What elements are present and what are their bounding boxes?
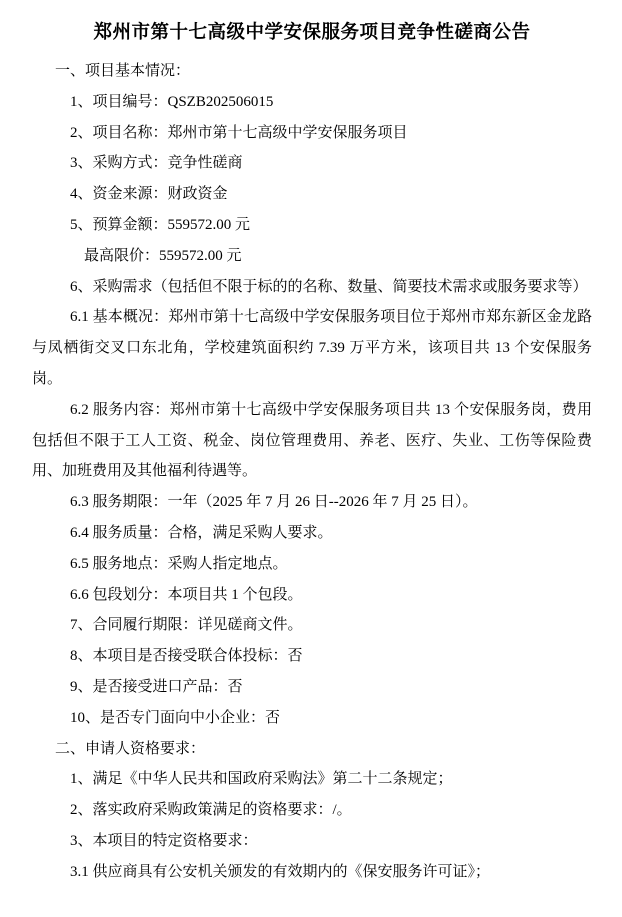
item-qualification-law-article22: 1、满足《中华人民共和国政府采购法》第二十二条规定； [70, 771, 453, 788]
item-qualification-security-license: 3.1 供应商具有公安机关颁发的有效期内的《保安服务许可证》； [70, 863, 491, 880]
page-title: 郑州市第十七高级中学安保服务项目竞争性磋商公告 [93, 23, 531, 43]
item-service-location: 6.5 服务地点：采购人指定地点。 [70, 555, 288, 572]
para-service-content: 6.2 服务内容：郑州市第十七高级中学安保服务项目共 13 个安保服务岗，费用包括但不限于工人工资、税金、岗位管理费用、养老、医疗、失业、工伤等保险费用、加班费用及其他福利待遇等。 [32, 401, 592, 480]
item-max-price: 最高限价：559572.00 元 [84, 247, 242, 264]
item-budget-amount: 5、预算金额：559572.00 元 [70, 216, 251, 233]
item-package-division: 6.6 包段划分：本项目共 1 个包段。 [70, 586, 303, 603]
item-import-products-accepted: 9、是否接受进口产品：否 [70, 678, 243, 695]
item-sme-targeted: 10、是否专门面向中小企业：否 [70, 709, 281, 726]
section-heading-basic-info: 一、项目基本情况： [55, 63, 191, 79]
item-service-period: 6.3 服务期限：一年（2025 年 7 月 26 日--2026 年 7 月 25 日）。 [70, 494, 478, 511]
para-procurement-requirements: 6、采购需求（包括但不限于标的的名称、数量、简要技术需求或服务要求等） [70, 278, 588, 295]
item-fund-source: 4、资金来源：财政资金 [70, 186, 228, 203]
item-project-number: 1、项目编号：QSZB202506015 [70, 93, 274, 110]
item-contract-performance-period: 7、合同履行期限：详见磋商文件。 [70, 617, 303, 634]
item-project-name: 2、项目名称：郑州市第十七高级中学安保服务项目 [70, 124, 408, 141]
item-qualification-specific: 3、本项目的特定资格要求： [70, 832, 258, 849]
section-heading-applicant-qualification: 二、申请人资格要求： [55, 740, 206, 757]
item-qualification-policy: 2、落实政府采购政策满足的资格要求：/。 [70, 802, 352, 819]
item-service-quality: 6.4 服务质量：合格，满足采购人要求。 [70, 524, 333, 541]
item-procurement-method: 3、采购方式：竞争性磋商 [70, 155, 243, 172]
item-consortium-bid-accepted: 8、本项目是否接受联合体投标：否 [70, 648, 303, 665]
para-basic-overview: 6.1 基本概况：郑州市第十七高级中学安保服务项目位于郑州市郑东新区金龙路与凤栖街交叉口东北角，学校建筑面积约 7.39 万平方米，该项目共 13 个安保服务岗。 [32, 309, 592, 387]
